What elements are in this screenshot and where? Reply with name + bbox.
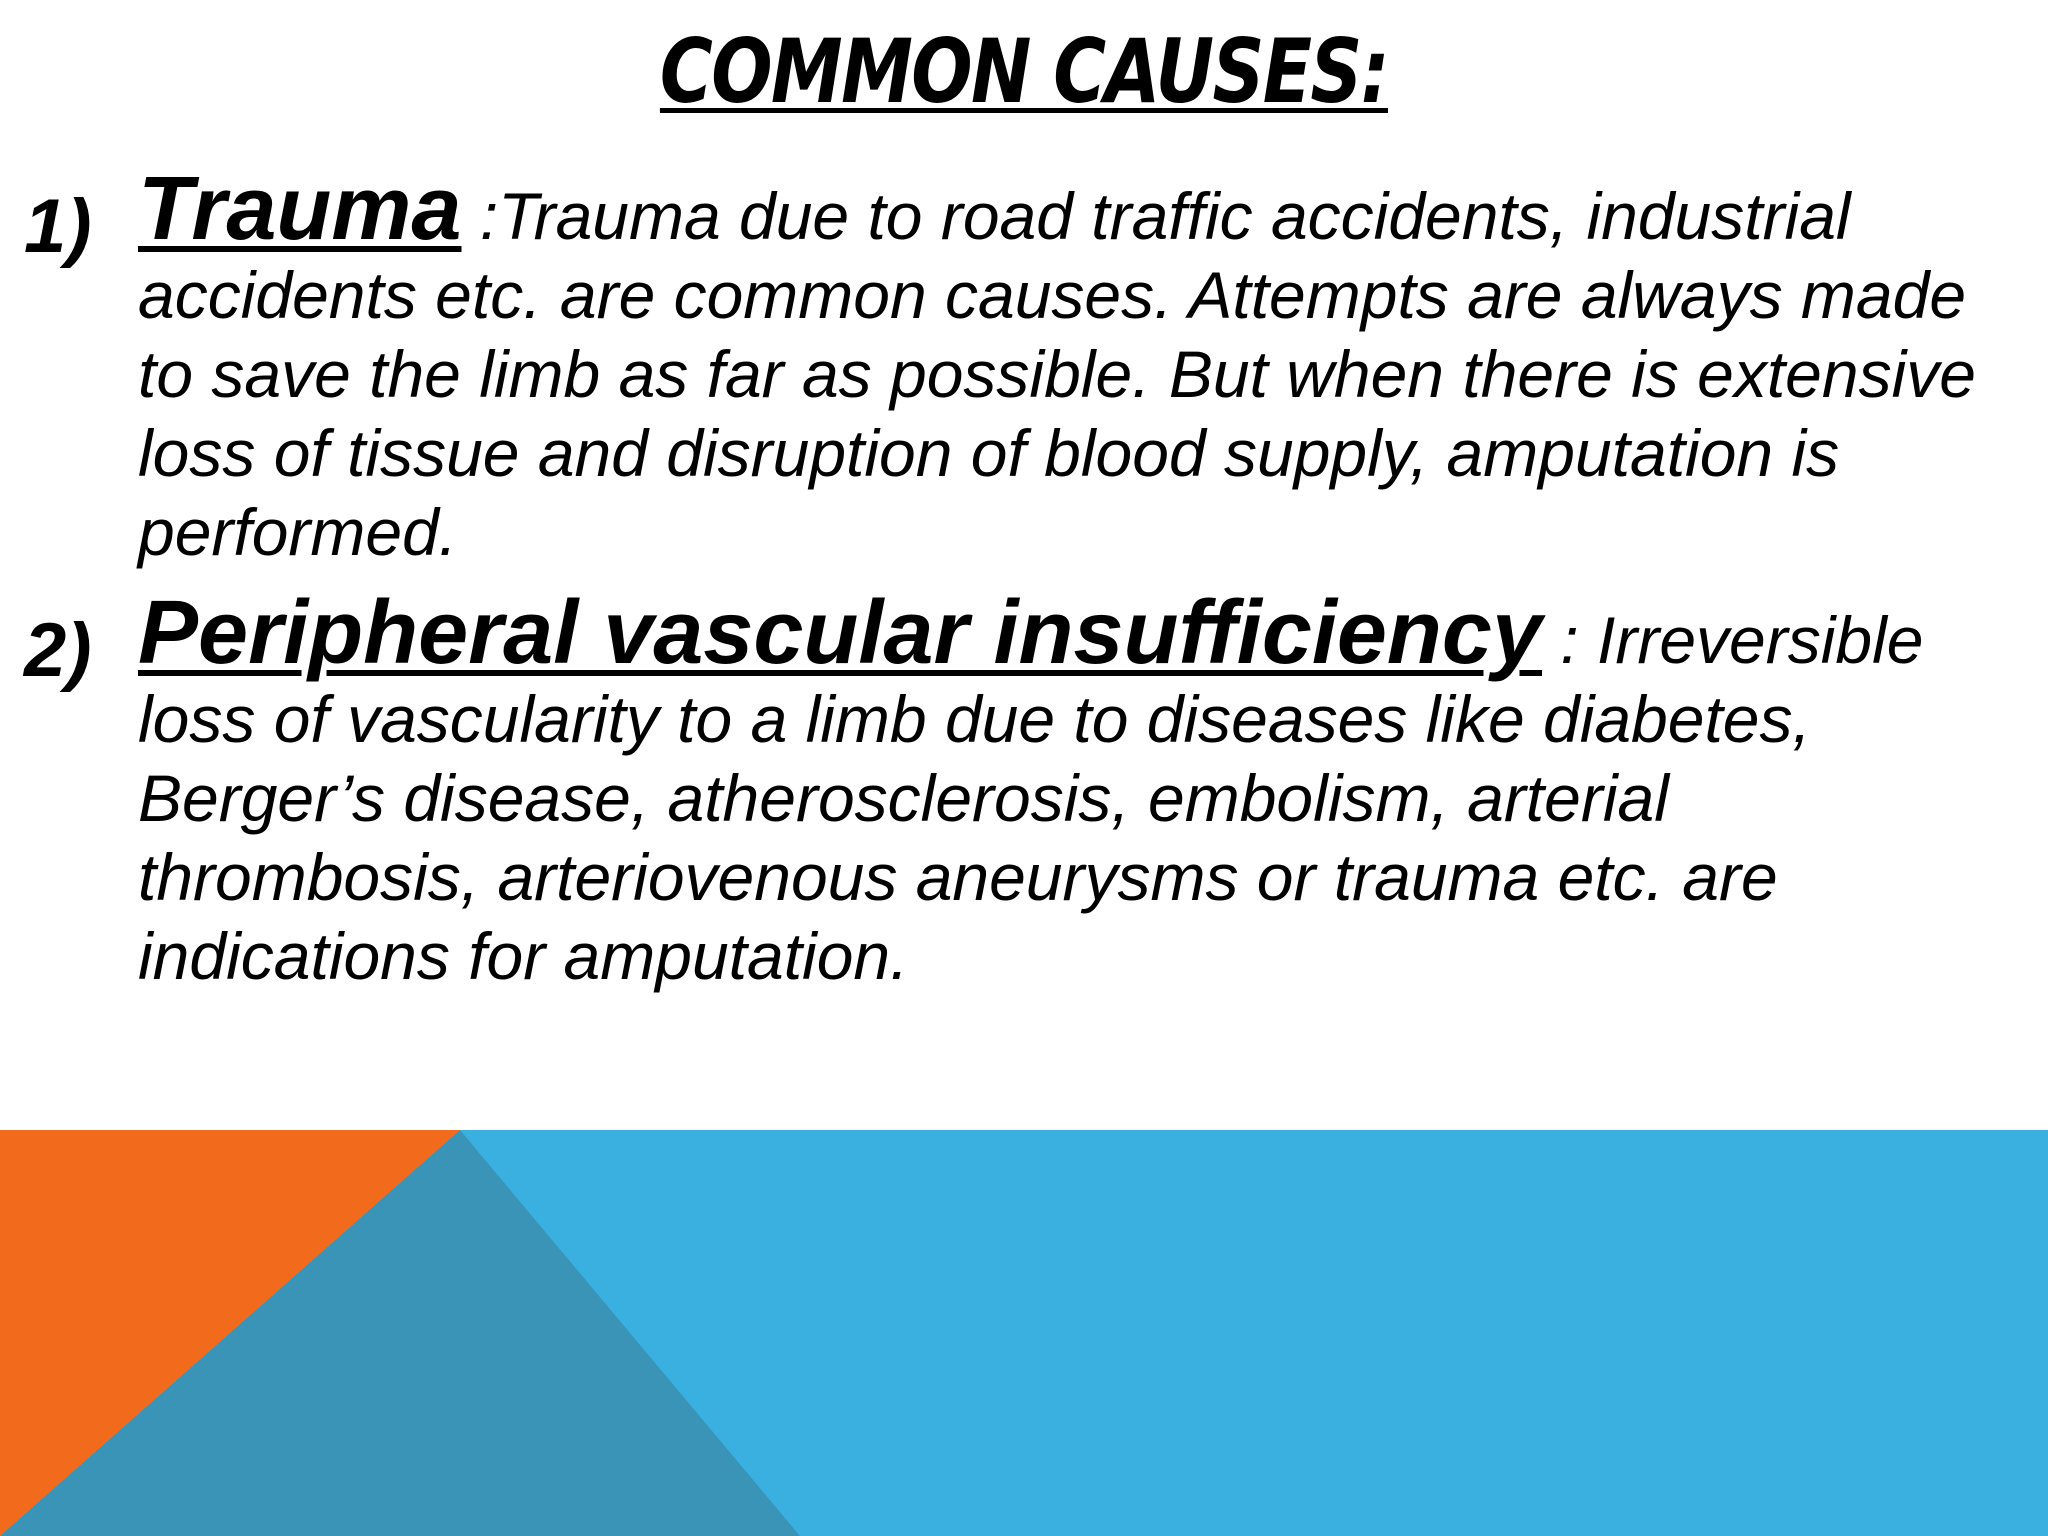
cause-heading: Trauma xyxy=(138,159,462,259)
cause-description: Irreversible loss of vascularity to a limb due to diseases like diabetes, Berger’s disease, atherosclerosis, embolism, arterial thrombosis, arteriovenous aneurysms or trauma etc. are indications for amputation. xyxy=(138,603,1924,993)
cause-item-peripheral-vascular xyxy=(0,583,2048,996)
causes-list xyxy=(0,159,2048,996)
cause-number: 1) xyxy=(24,184,92,269)
slide-title: COMMON CAUSES: xyxy=(659,20,1389,123)
cause-text xyxy=(138,583,2008,996)
cause-description: Trauma due to road traffic accidents, industrial accidents etc. are common causes. Attempts are always made to save the limb as far as possible. But when there is extensive loss of tissue and disruption of blood supply, amputation is performed. xyxy=(138,179,1976,569)
decorative-footer-shapes xyxy=(0,1130,2048,1536)
cause-separator: : xyxy=(1542,603,1598,677)
cause-heading: Peripheral vascular insufficiency xyxy=(138,583,1543,683)
cause-item-trauma xyxy=(0,159,2048,572)
cause-text xyxy=(138,159,2008,572)
cause-separator: : xyxy=(461,179,499,253)
cause-number: 2) xyxy=(24,608,92,693)
slide-title-wrapper xyxy=(0,14,2048,130)
